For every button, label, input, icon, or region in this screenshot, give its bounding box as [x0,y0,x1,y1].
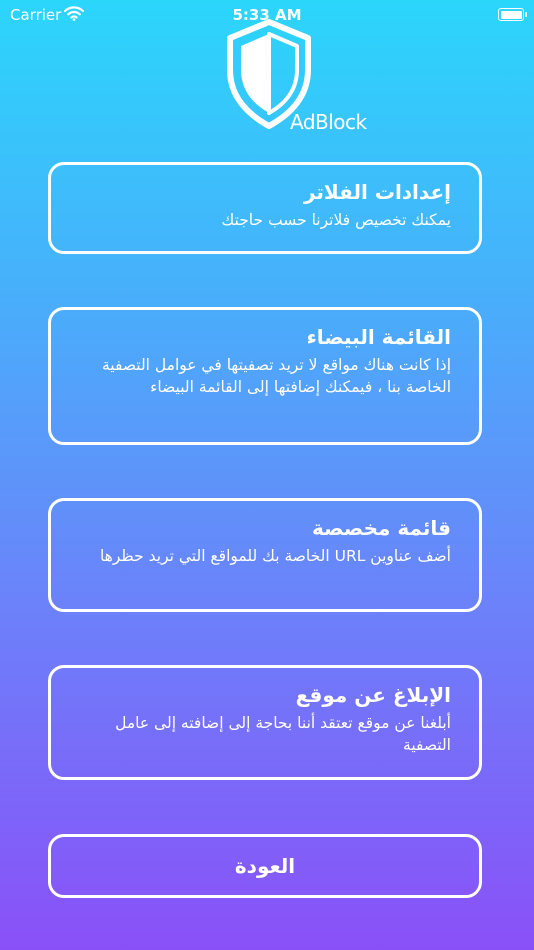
filter-settings-card[interactable] [48,162,482,254]
card-title: قائمة مخصصة [312,516,451,540]
report-site-card[interactable] [48,665,482,780]
carrier-label: Carrier [10,6,62,24]
card-title: إعدادات الفلاتر [303,180,451,204]
clock: 5:33 AM [232,6,302,24]
card-description: إذا كانت هناك مواقع لا تريد تصفيتها في عوامل التصفية الخاصة بنا ، فيمكنك إضافتها إلى القائمة البيضاء [102,356,451,396]
logo-text: AdBlock [290,110,367,134]
card-description: أبلغنا عن موقع تعتقد أننا بحاجة إلى إضافته إلى عامل التصفية [115,714,451,754]
card-description: يمكنك تخصيص فلاترنا حسب حاجتك [221,211,451,229]
whitelist-card[interactable] [48,307,482,445]
card-title: القائمة البيضاء [306,325,451,349]
custom-list-card[interactable] [48,498,482,612]
back-button[interactable]: العودة [48,834,482,898]
card-title: الإبلاغ عن موقع [295,683,451,707]
card-description: أضف عناوين URL الخاصة بك للمواقع التي تريد حظرها [99,547,451,565]
battery-icon [498,8,524,21]
